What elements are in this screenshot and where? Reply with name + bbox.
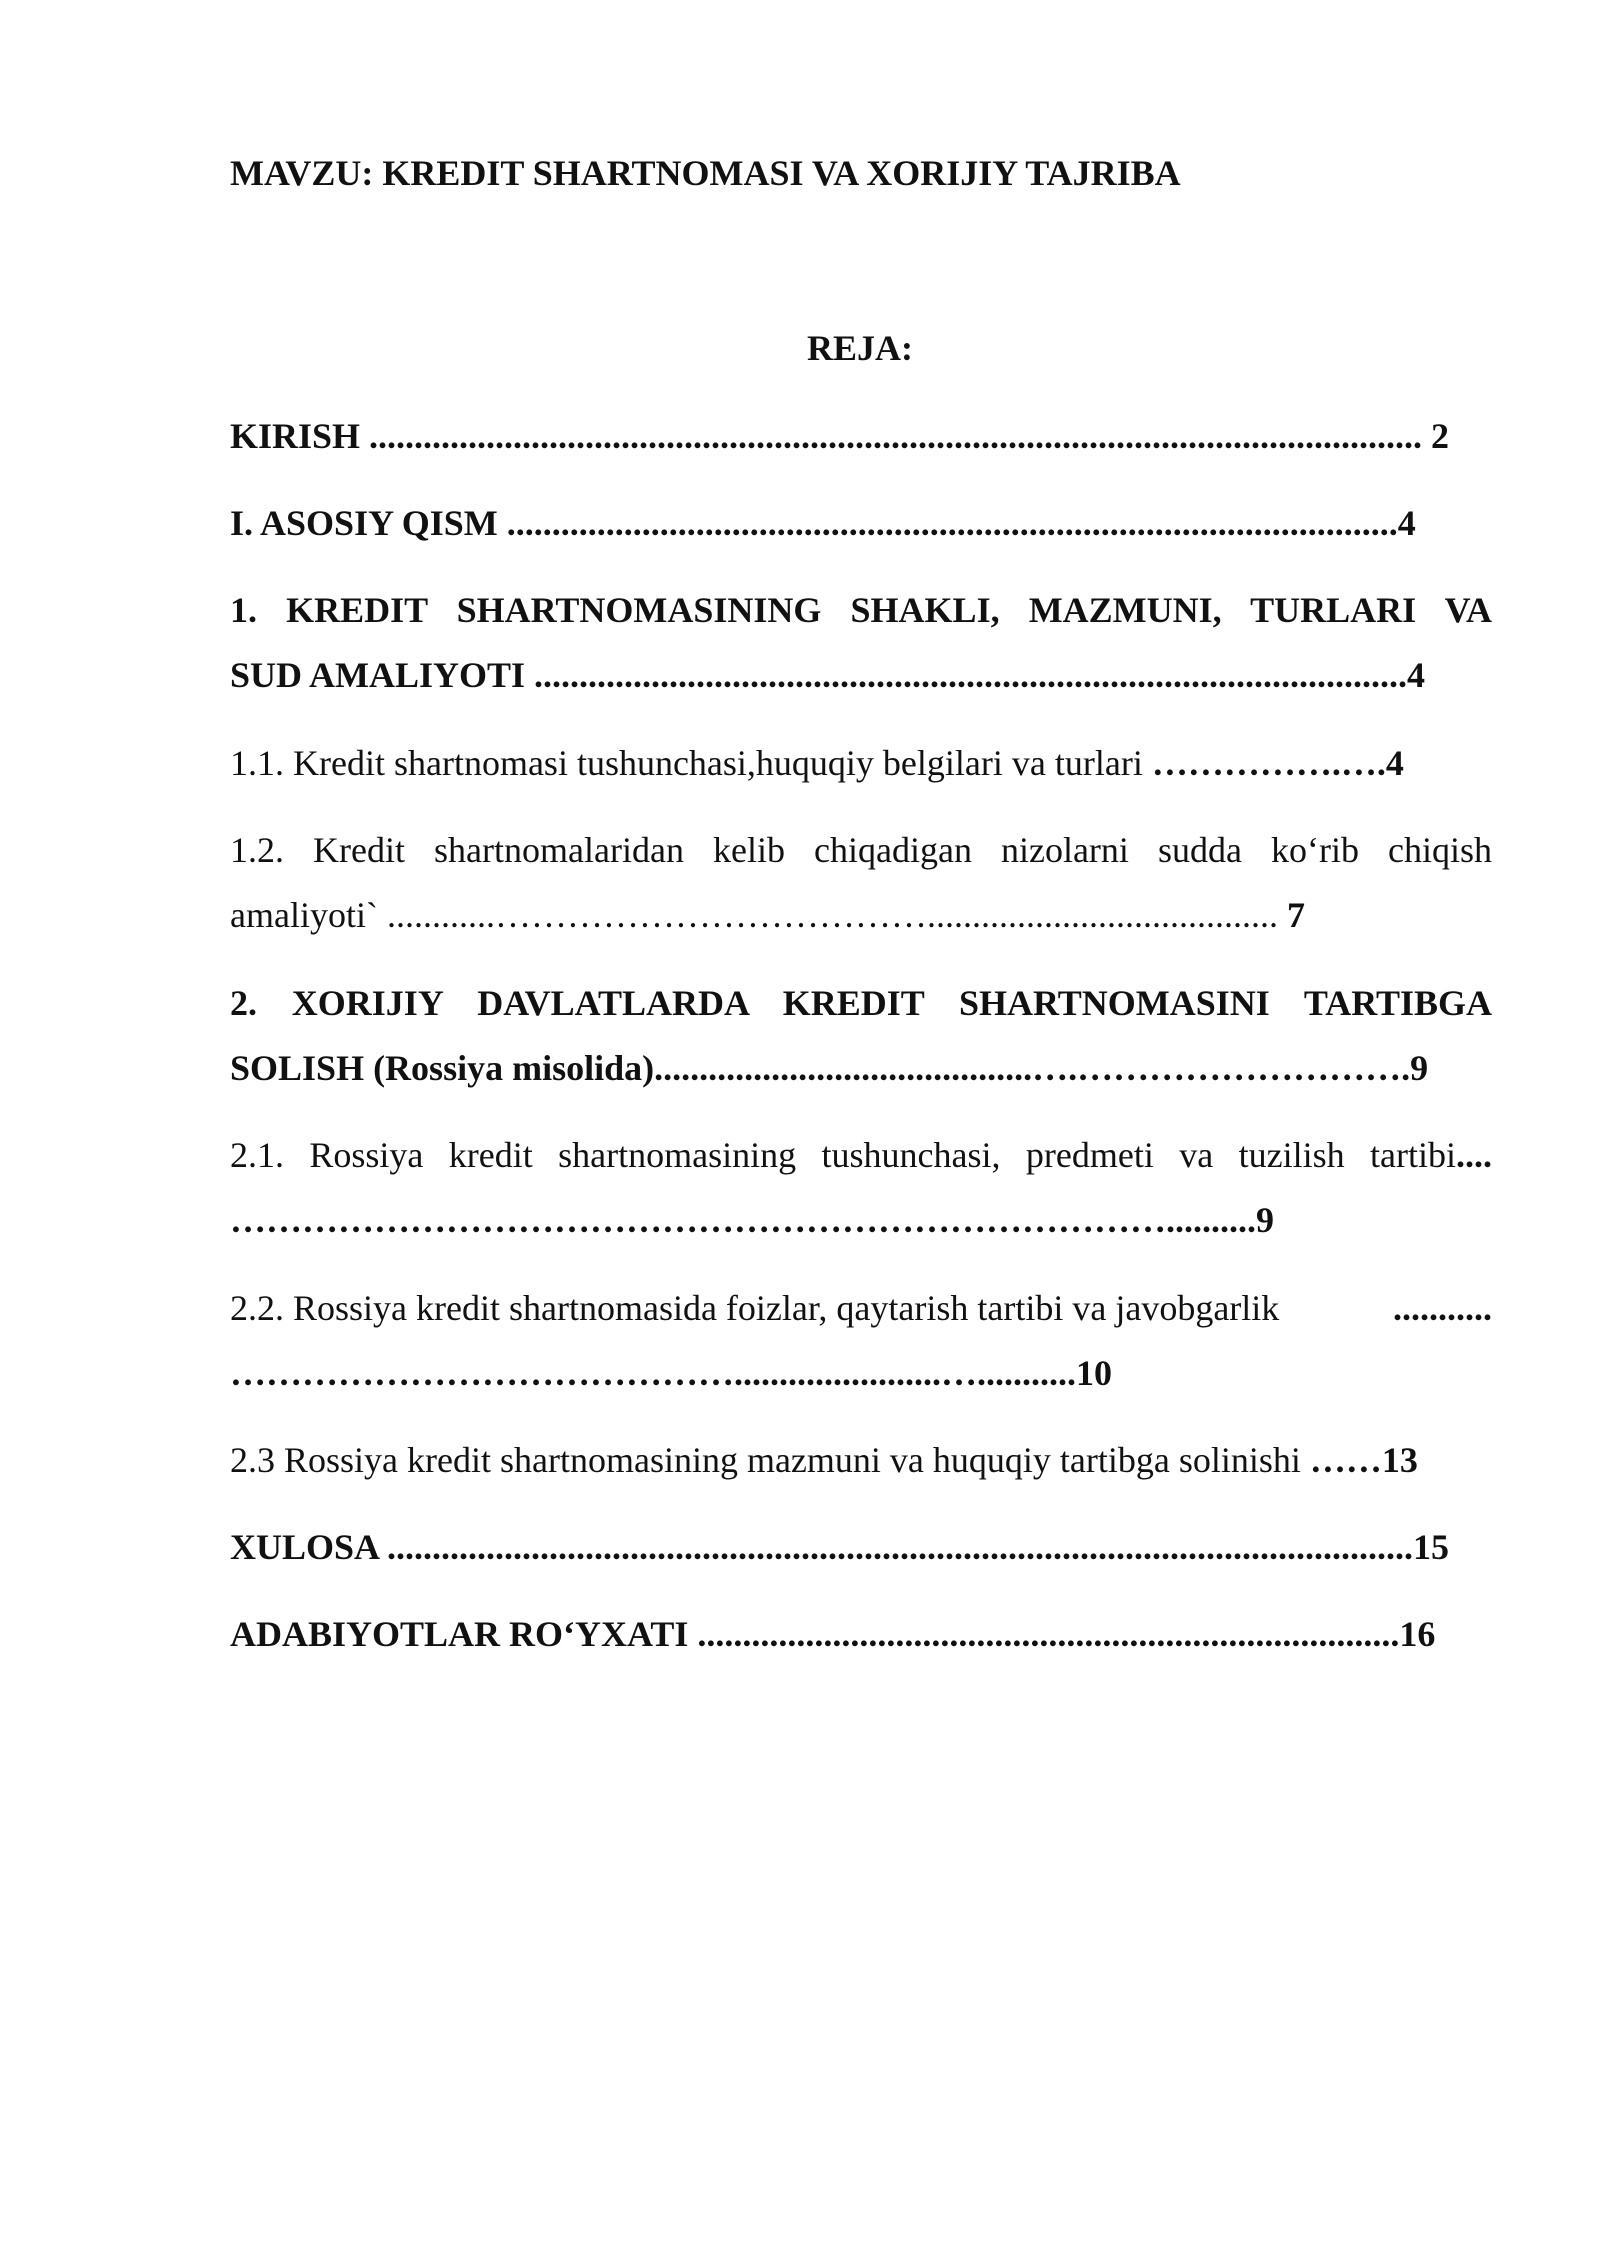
toc-item-section-2-line-2: SOLISH (Rossiya misolida)..........................................….……………………….9 <box>230 1048 1429 1088</box>
toc-item-leader-page: ……13 <box>1309 1440 1418 1480</box>
toc-item-kirish: KIRISH ..................................................................................................................... 2 <box>230 416 1450 456</box>
toc-item-section-2-1-line-1 <box>230 1133 1492 1177</box>
toc-item-leader: .... <box>1456 1135 1492 1175</box>
document-title: MAVZU: KREDIT SHARTNOMASI VA XORIJIY TAJRIBA <box>230 153 1181 193</box>
toc-item-section-1-line-1: 1. KREDIT SHARTNOMASINING SHAKLI, MAZMUNI, TURLARI VA <box>230 590 1492 630</box>
toc-item-asosiy-qism: I. ASOSIY QISM ...................................................................................................4 <box>230 503 1416 543</box>
toc-item-section-2-1-line-2: ……………………………………………………………………..........9 <box>230 1200 1274 1240</box>
toc-item-section-1-2-line-2 <box>230 893 1492 937</box>
toc-item-section-2-2-line-1 <box>230 1286 1492 1330</box>
toc-item-text: 2.2. Rossiya kredit shartnomasida foizlar, qaytarish tartibi va javobgarlik <box>230 1288 1280 1328</box>
toc-item-section-2-2-line-2: …………………………………….......................…...........10 <box>230 1353 1112 1393</box>
toc-item-page: 7 <box>1277 895 1305 935</box>
plan-heading: REJA: <box>807 328 913 368</box>
toc-item-leader: ........... <box>1393 1288 1492 1328</box>
toc-item-adabiyotlar: ADABIYOTLAR RO‘YXATI ..............................................................................16 <box>230 1614 1436 1654</box>
toc-item-leader-page: …………….….4 <box>1151 743 1404 783</box>
toc-item-section-2-line-1: 2. XORIJIY DAVLATLARDA KREDIT SHARTNOMASINI TARTIBGA <box>230 983 1492 1023</box>
toc-item-section-1-2-line-1: 1.2. Kredit shartnomalaridan kelib chiqadigan nizolarni sudda ko‘rib chiqish <box>230 830 1492 870</box>
toc-item-section-2-3 <box>230 1438 1492 1482</box>
toc-item-text: amaliyoti` ............………………………………....................................... <box>230 895 1278 935</box>
toc-item-text: 2.1. Rossiya kredit shartnomasining tushunchasi, predmeti va tuzilish tartibi <box>230 1135 1456 1175</box>
toc-item-xulosa: XULOSA ..................................................................................................................15 <box>230 1527 1450 1567</box>
toc-item-section-1-1 <box>230 741 1492 785</box>
toc-item-text: 1.1. Kredit shartnomasi tushunchasi,huquqiy belgilari va turlari <box>230 743 1152 783</box>
toc-item-section-1-line-2: SUD AMALIYOTI .................................................................................................4 <box>230 655 1426 695</box>
toc-item-text: 2.3 Rossiya kredit shartnomasining mazmuni va huquqiy tartibga solinishi <box>230 1440 1310 1480</box>
